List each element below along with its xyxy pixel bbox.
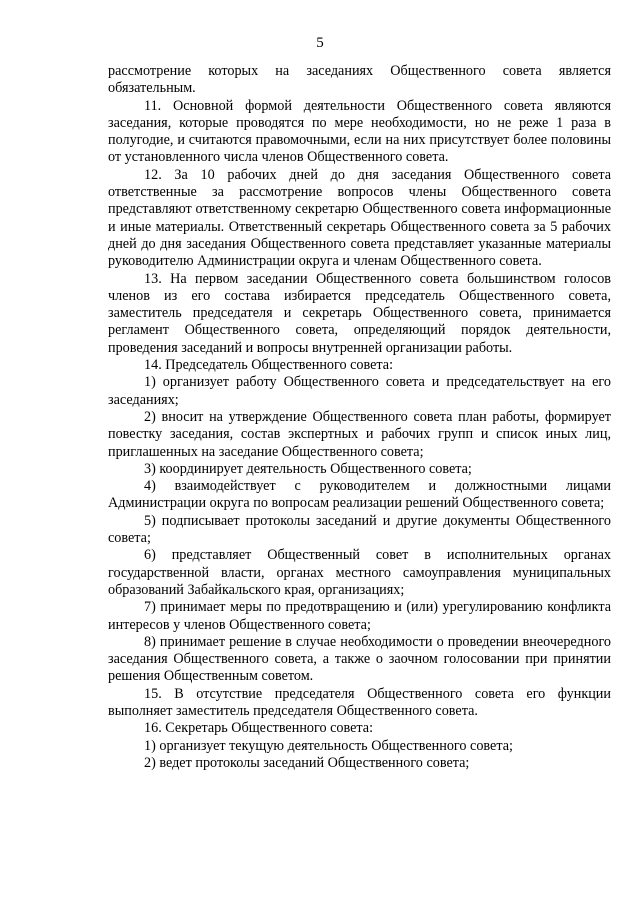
list-item-14-2: 2) вносит на утверждение Общественного совета план работы, формирует повестку заседания, состав экспертных и рабочих групп и список иных лиц, приглашенных на заседание Общественного совета; — [108, 408, 611, 460]
list-item-14-4: 4) взаимодействует с руководителем и должностными лицами Администрации округа по вопросам реализации решений Общественного совета; — [108, 478, 611, 512]
paragraph-12: 12. За 10 рабочих дней до дня заседания Общественного совета ответственные за рассмотрение вопросов члены Общественного совета представляют ответственному секретарю Общественного совета информационные и иные материалы. Ответственный секретарь Общественного совета за 5 рабочих дней до дня заседания Общественного совета представляет указанные материалы руководителю Администрации округа и членам Общественного совета. — [108, 166, 611, 270]
paragraph-11: 11. Основной формой деятельности Общественного совета являются заседания, которые проводятся по мере необходимости, но не реже 1 раза в полугодие, и считаются правомочными, если на них присутствует более половины от установленного числа членов Общественного совета. — [108, 97, 611, 166]
paragraph-16-heading: 16. Секретарь Общественного совета: — [144, 720, 374, 737]
paragraph-14-heading: 14. Председатель Общественного совета: — [144, 357, 394, 374]
list-item-14-7: 7) принимает меры по предотвращению и (или) урегулированию конфликта интересов у членов Общественного совета; — [108, 599, 611, 633]
list-item-14-8: 8) принимает решение в случае необходимости о проведении внеочередного заседания Общественного совета, а также о заочном голосовании при принятии решения Общественным советом. — [108, 633, 611, 685]
list-item-14-5: 5) подписывает протоколы заседаний и другие документы Общественного совета; — [108, 512, 611, 547]
paragraph-15: 15. В отсутствие председателя Общественного совета его функции выполняет заместитель председателя Общественного совета. — [108, 685, 611, 719]
list-item-16-2: 2) ведет протоколы заседаний Общественного совета; — [144, 754, 470, 771]
page-number: 5 — [316, 35, 324, 51]
list-item-16-1: 1) организует текущую деятельность Общественного совета; — [144, 737, 513, 754]
list-item-14-3: 3) координирует деятельность Общественного совета; — [144, 460, 472, 477]
paragraph-13: 13. На первом заседании Общественного совета большинством голосов членов из его состава избирается председатель Общественного совета, заместитель председателя и секретарь Общественного совета, принимается регламент Общественного совета, определяющий порядок деятельности, проведения заседаний и вопросы внутренней организации работы. — [108, 270, 611, 356]
paragraph-continuation: рассмотрение которых на заседаниях Общественного совета является обязательным. — [108, 63, 611, 97]
list-item-14-6: 6) представляет Общественный совет в исполнительных органах государственной власти, органах местного самоуправления муниципальных образований Забайкальского края, организациях; — [108, 547, 611, 598]
document-body — [108, 63, 611, 772]
list-item-14-1: 1) организует работу Общественного совета и председательствует на его заседаниях; — [108, 374, 611, 408]
